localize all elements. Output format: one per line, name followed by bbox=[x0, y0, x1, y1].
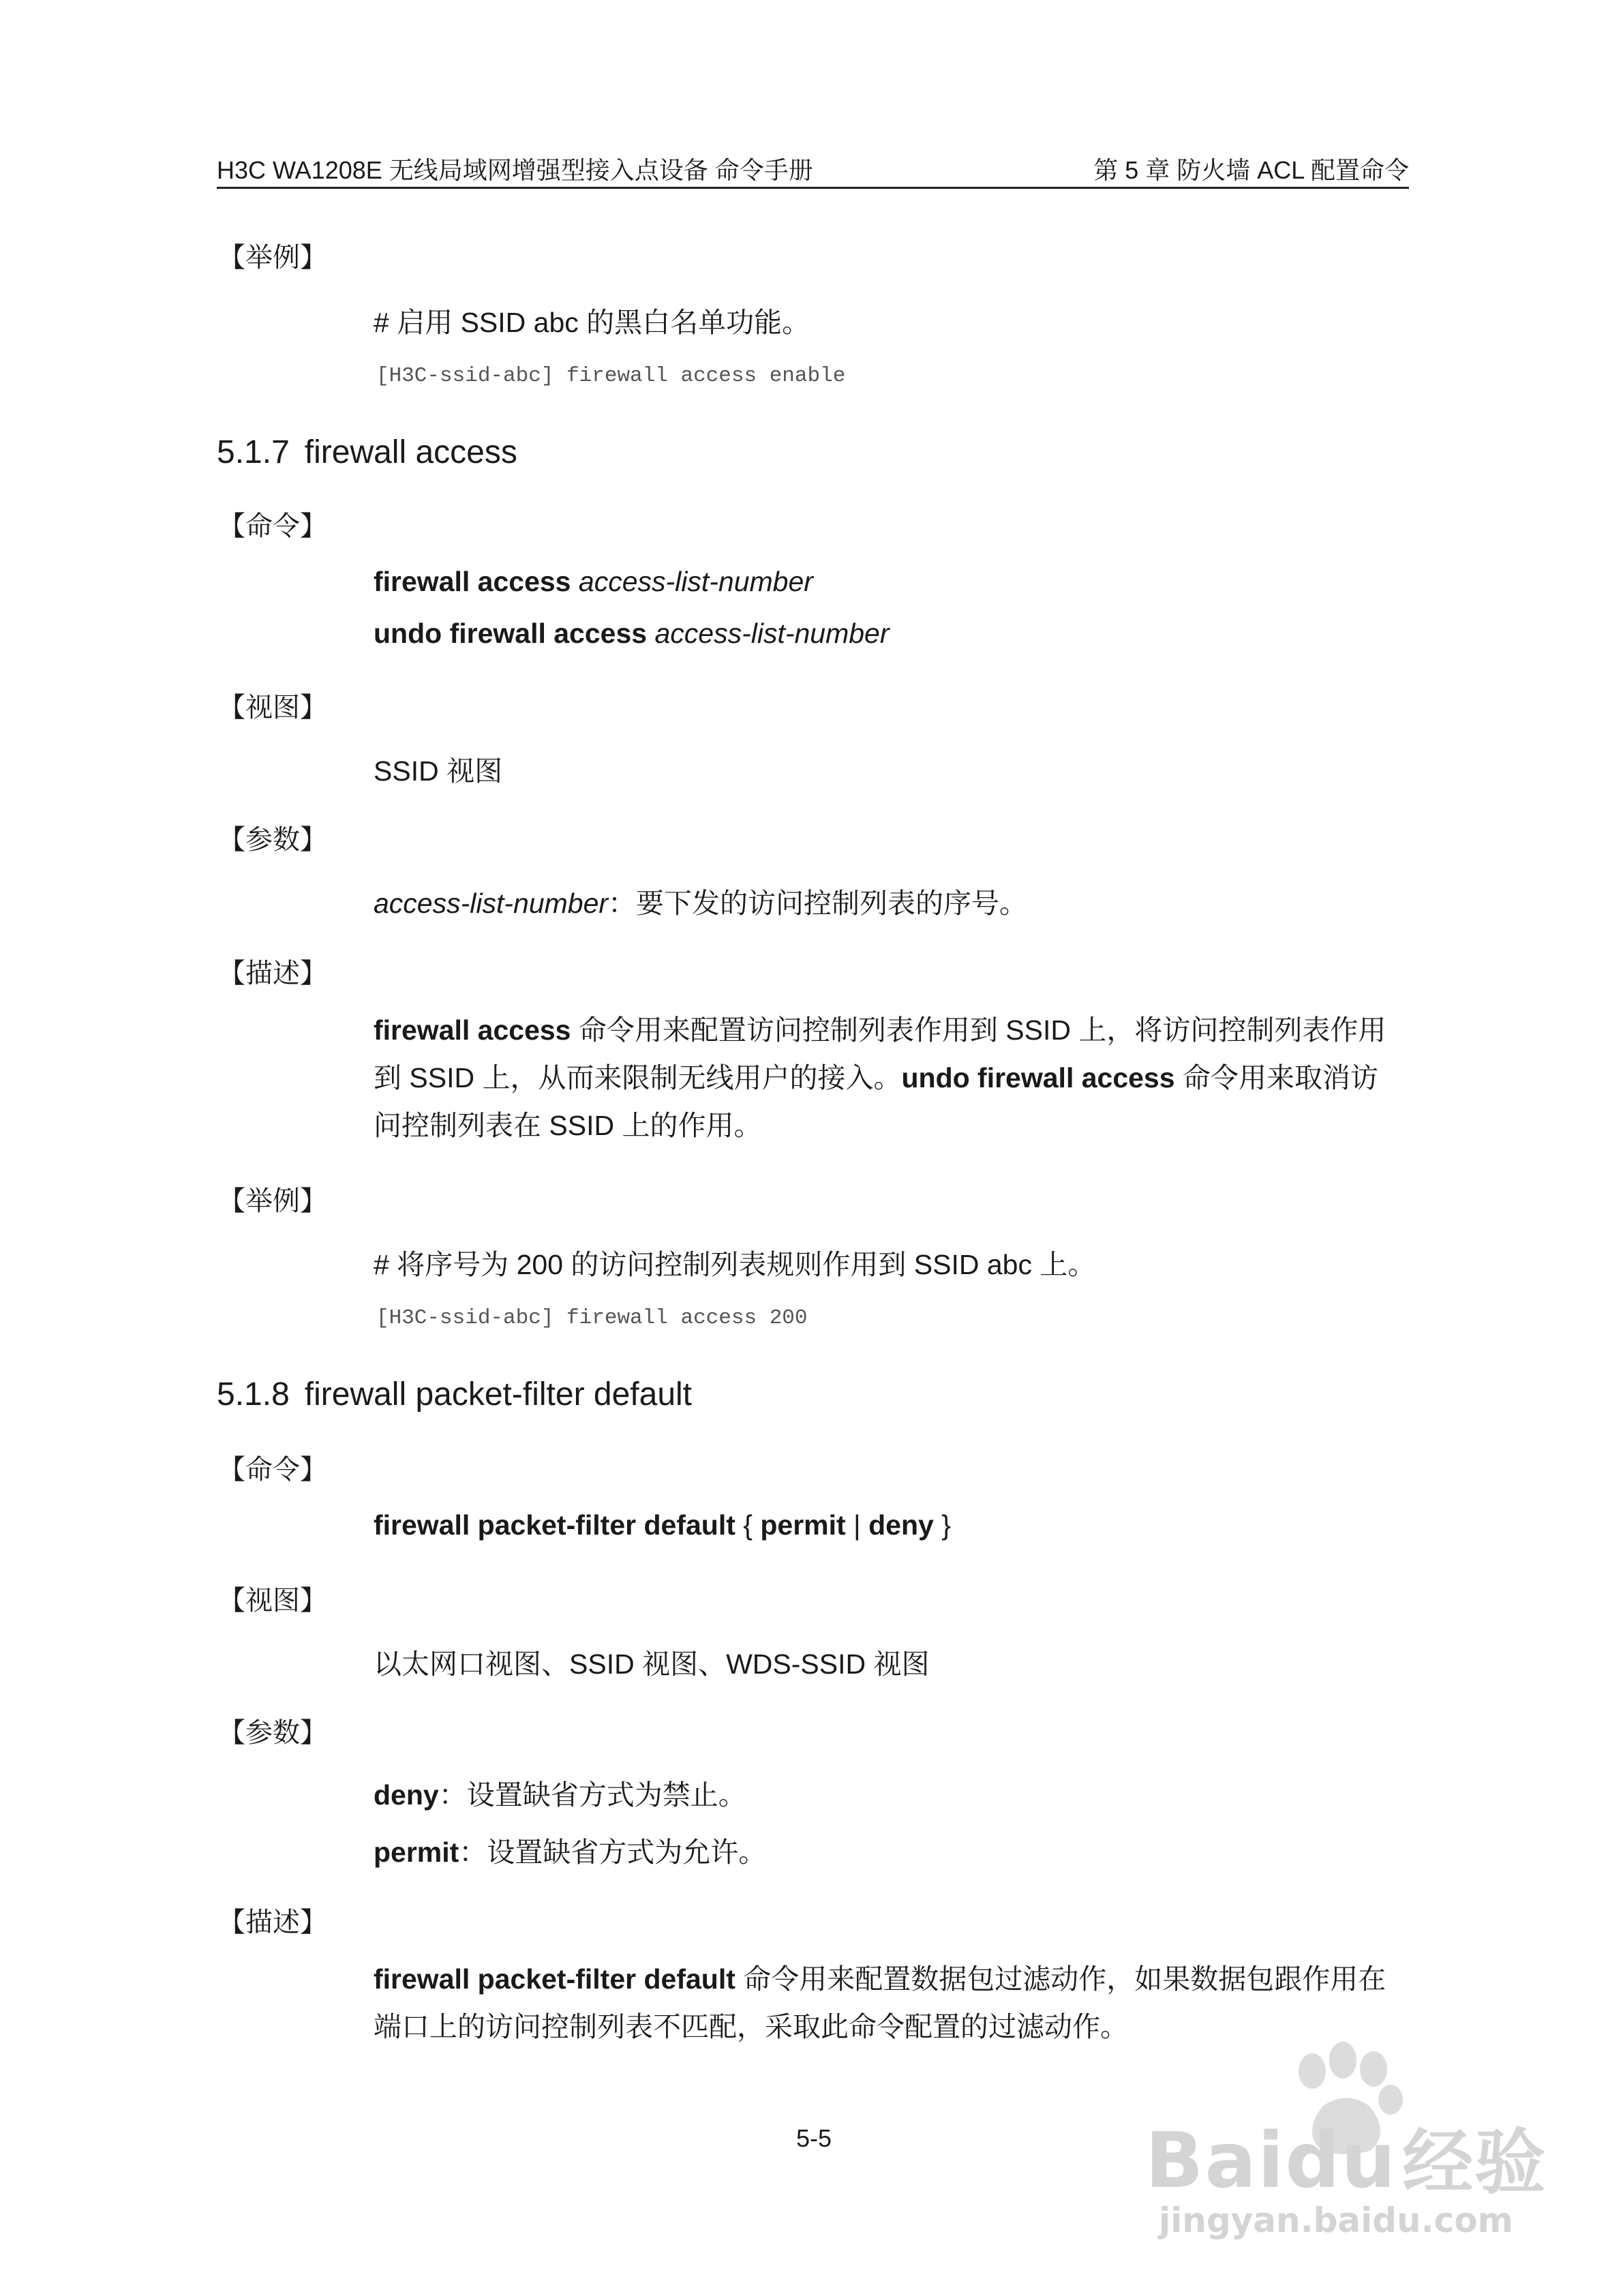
description-paragraph bbox=[374, 1006, 1411, 1149]
header-rule bbox=[217, 187, 1409, 189]
description-line: firewall packet-filter default 命令用来配置数据包过滤动作，如果数据包跟作用在 bbox=[374, 1963, 1386, 1995]
param-name: deny bbox=[374, 1779, 439, 1811]
view-label: 【视图】 bbox=[218, 1586, 327, 1616]
description-line: 端口上的访问控制列表不匹配，采取此命令配置的过滤动作。 bbox=[374, 2011, 1128, 2042]
watermark-brand: Baidu bbox=[1145, 2117, 1397, 2205]
command-argument: access-list-number bbox=[578, 566, 813, 597]
command-keyword: firewall packet-filter default bbox=[374, 1509, 735, 1541]
example-label: 【举例】 bbox=[218, 243, 327, 273]
command-syntax bbox=[374, 566, 813, 598]
view-label: 【视图】 bbox=[218, 693, 327, 723]
command-argument: access-list-number bbox=[654, 618, 890, 649]
watermark-url: jingyan.baidu.com bbox=[1159, 2201, 1513, 2240]
watermark-brand-cn: 经验 bbox=[1402, 2121, 1547, 2204]
example-code: [H3C-ssid-abc] firewall access enable bbox=[376, 364, 846, 388]
command-option: permit bbox=[760, 1509, 846, 1541]
section-heading-518 bbox=[217, 1376, 692, 1413]
description-line: firewall access 命令用来配置访问控制列表作用到 SSID 上，将访问控制列表作用 bbox=[374, 1014, 1386, 1046]
param-permit bbox=[374, 1830, 766, 1870]
example-code: [H3C-ssid-abc] firewall access 200 bbox=[376, 1306, 808, 1330]
baidu-jingyan-watermark bbox=[1118, 2031, 1547, 2256]
command-keyword: undo firewall access bbox=[901, 1062, 1175, 1093]
command-option: deny bbox=[868, 1509, 934, 1541]
param-text bbox=[374, 881, 1027, 921]
param-name: access-list-number bbox=[374, 888, 609, 919]
param-label: 【参数】 bbox=[218, 825, 327, 855]
section-title: firewall access bbox=[304, 434, 517, 470]
command-syntax: firewall packet-filter default { permit | deny } bbox=[374, 1509, 951, 1541]
command-keyword: firewall access bbox=[374, 1014, 571, 1046]
description-label: 【描述】 bbox=[218, 1907, 327, 1937]
undo-command-syntax bbox=[374, 618, 890, 650]
section-number: 5.1.7 bbox=[217, 434, 290, 470]
view-text: 以太网口视图、SSID 视图、WDS-SSID 视图 bbox=[374, 1648, 930, 1680]
header-title: H3C WA1208E 无线局域网增强型接入点设备 命令手册 bbox=[217, 156, 813, 184]
description-label: 【描述】 bbox=[218, 958, 327, 988]
view-text: SSID 视图 bbox=[374, 755, 503, 787]
command-keyword: undo firewall access bbox=[374, 618, 648, 649]
param-description: ：设置缺省方式为禁止。 bbox=[438, 1779, 746, 1811]
example-description: # 将序号为 200 的访问控制列表规则作用到 SSID abc 上。 bbox=[374, 1249, 1096, 1280]
command-label: 【命令】 bbox=[218, 511, 327, 541]
command-keyword: firewall packet-filter default bbox=[374, 1963, 735, 1995]
command-keyword: firewall access bbox=[374, 566, 571, 597]
example-label: 【举例】 bbox=[218, 1186, 327, 1216]
description-line: 问控制列表在 SSID 上的作用。 bbox=[374, 1110, 762, 1141]
param-deny bbox=[374, 1772, 746, 1813]
section-title: firewall packet-filter default bbox=[304, 1376, 693, 1413]
description-line: 到 SSID 上，从而来限制无线用户的接入。undo firewall access 命令用来取消访 bbox=[374, 1062, 1378, 1093]
example-description: # 启用 SSID abc 的黑白名单功能。 bbox=[374, 307, 810, 338]
section-number: 5.1.8 bbox=[217, 1376, 290, 1413]
page-number: 5-5 bbox=[796, 2124, 832, 2152]
command-label: 【命令】 bbox=[218, 1455, 327, 1485]
param-description: ：要下发的访问控制列表的序号。 bbox=[608, 888, 1028, 919]
param-label: 【参数】 bbox=[218, 1718, 327, 1748]
param-description: ：设置缺省方式为允许。 bbox=[459, 1837, 767, 1868]
section-heading-517 bbox=[217, 434, 517, 471]
param-name: permit bbox=[374, 1837, 459, 1868]
header-chapter: 第 5 章 防火墙 ACL 配置命令 bbox=[1093, 156, 1409, 184]
